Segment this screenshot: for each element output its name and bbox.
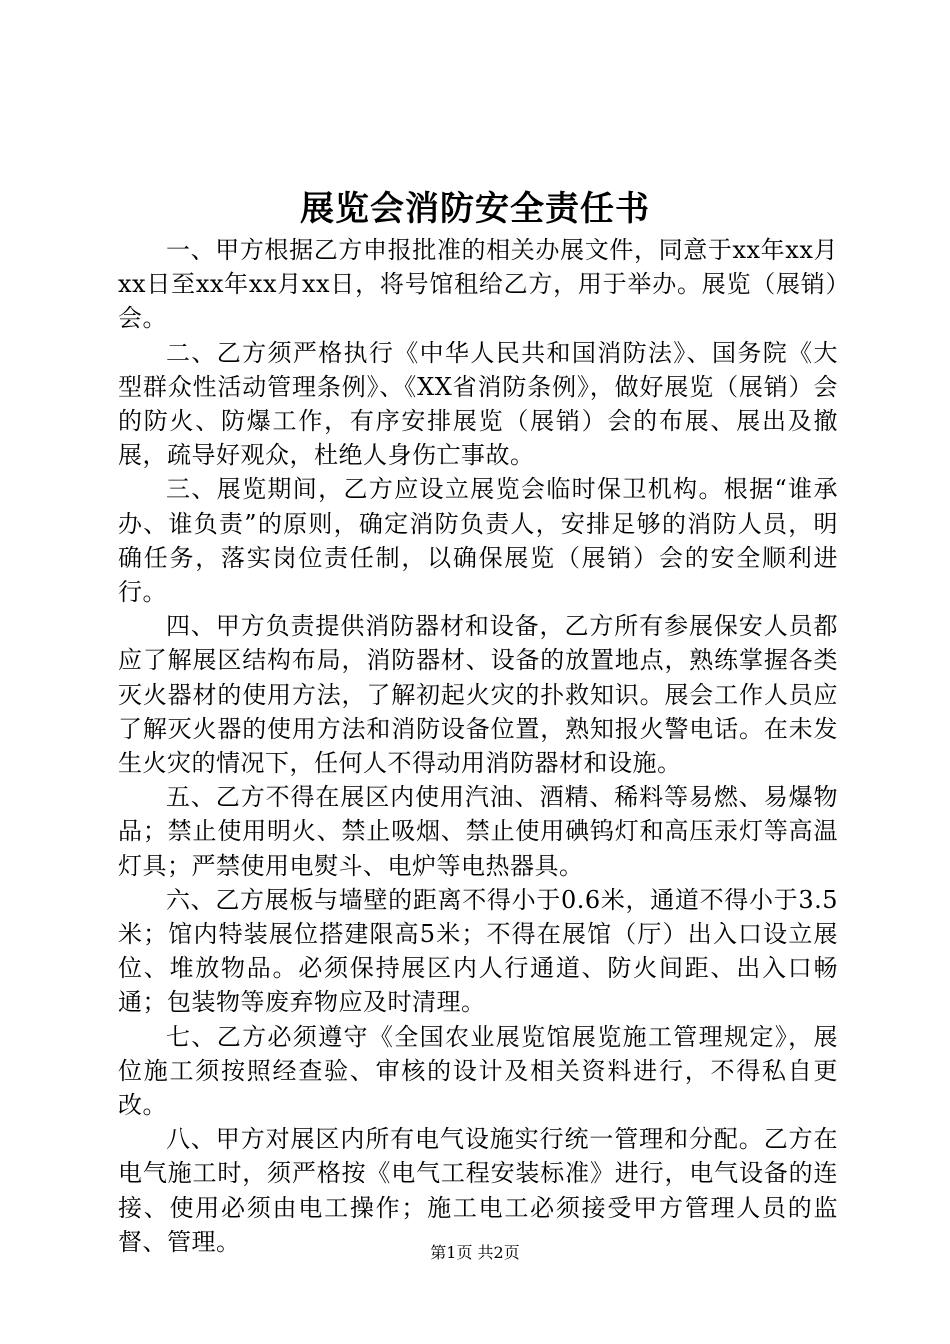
clause-1: 一、甲方根据乙方申报批准的相关办展文件，同意于xx年xx月xx日至xx年xx月xx日，将号馆租给乙方，用于举办。展览（展销）会。 bbox=[118, 236, 838, 333]
clause-7: 七、乙方必须遵守《全国农业展览馆展览施工管理规定》，展位施工须按照经查验、审核的设计及相关资料进行，不得私自更改。 bbox=[118, 1022, 838, 1120]
clause-2: 二、乙方须严格执行《中华人民共和国消防法》、国务院《大型群众性活动管理条例》、《XX省消防条例》，做好展览（展销）会的防火、防爆工作，有序安排展览（展销）会的布展、展出及撤展，疏导好观众，杜绝人身伤亡事故。 bbox=[118, 338, 838, 470]
clause-8: 八、甲方对展区内所有电气设施实行统一管理和分配。乙方在电气施工时，须严格按《电气工程安装标准》进行，电气设备的连接、使用必须由电工操作；施工电工必须接受甲方管理人员的监督、管理。 bbox=[118, 1125, 838, 1256]
clause-6: 六、乙方展板与墙壁的距离不得小于0.6米，通道不得小于3.5米；馆内特装展位搭建限高5米；不得在展馆（厅）出入口设立展位、堆放物品。必须保持展区内人行通道、防火间距、出入口畅通；包装物等废弃物应及时清理。 bbox=[118, 885, 838, 1017]
document-body bbox=[118, 233, 838, 1259]
page-footer: 第1页 共2页 bbox=[430, 1243, 520, 1262]
document-title: 展览会消防安全责任书 bbox=[300, 189, 650, 229]
clause-5: 五、乙方不得在展区内使用汽油、酒精、稀料等易燃、易爆物品；禁止使用明火、禁止吸烟、禁止使用碘钨灯和高压汞灯等高温灯具；严禁使用电熨斗、电炉等电热器具。 bbox=[118, 783, 838, 880]
clause-4: 四、甲方负责提供消防器材和设备，乙方所有参展保安人员都应了解展区结构布局，消防器材、设备的放置地点，熟练掌握各类灭火器材的使用方法，了解初起火灾的扑救知识。展会工作人员应了解灭火器的使用方法和消防设备位置，熟知报火警电话。在未发生火灾的情况下，任何人不得动用消防器材和设施。 bbox=[118, 612, 838, 778]
clause-3: 三、展览期间，乙方应设立展览会临时保卫机构。根据“谁承办、谁负责”的原则，确定消防负责人，安排足够的消防人员，明确任务，落实岗位责任制，以确保展览（展销）会的安全顺利进行。 bbox=[118, 475, 838, 607]
